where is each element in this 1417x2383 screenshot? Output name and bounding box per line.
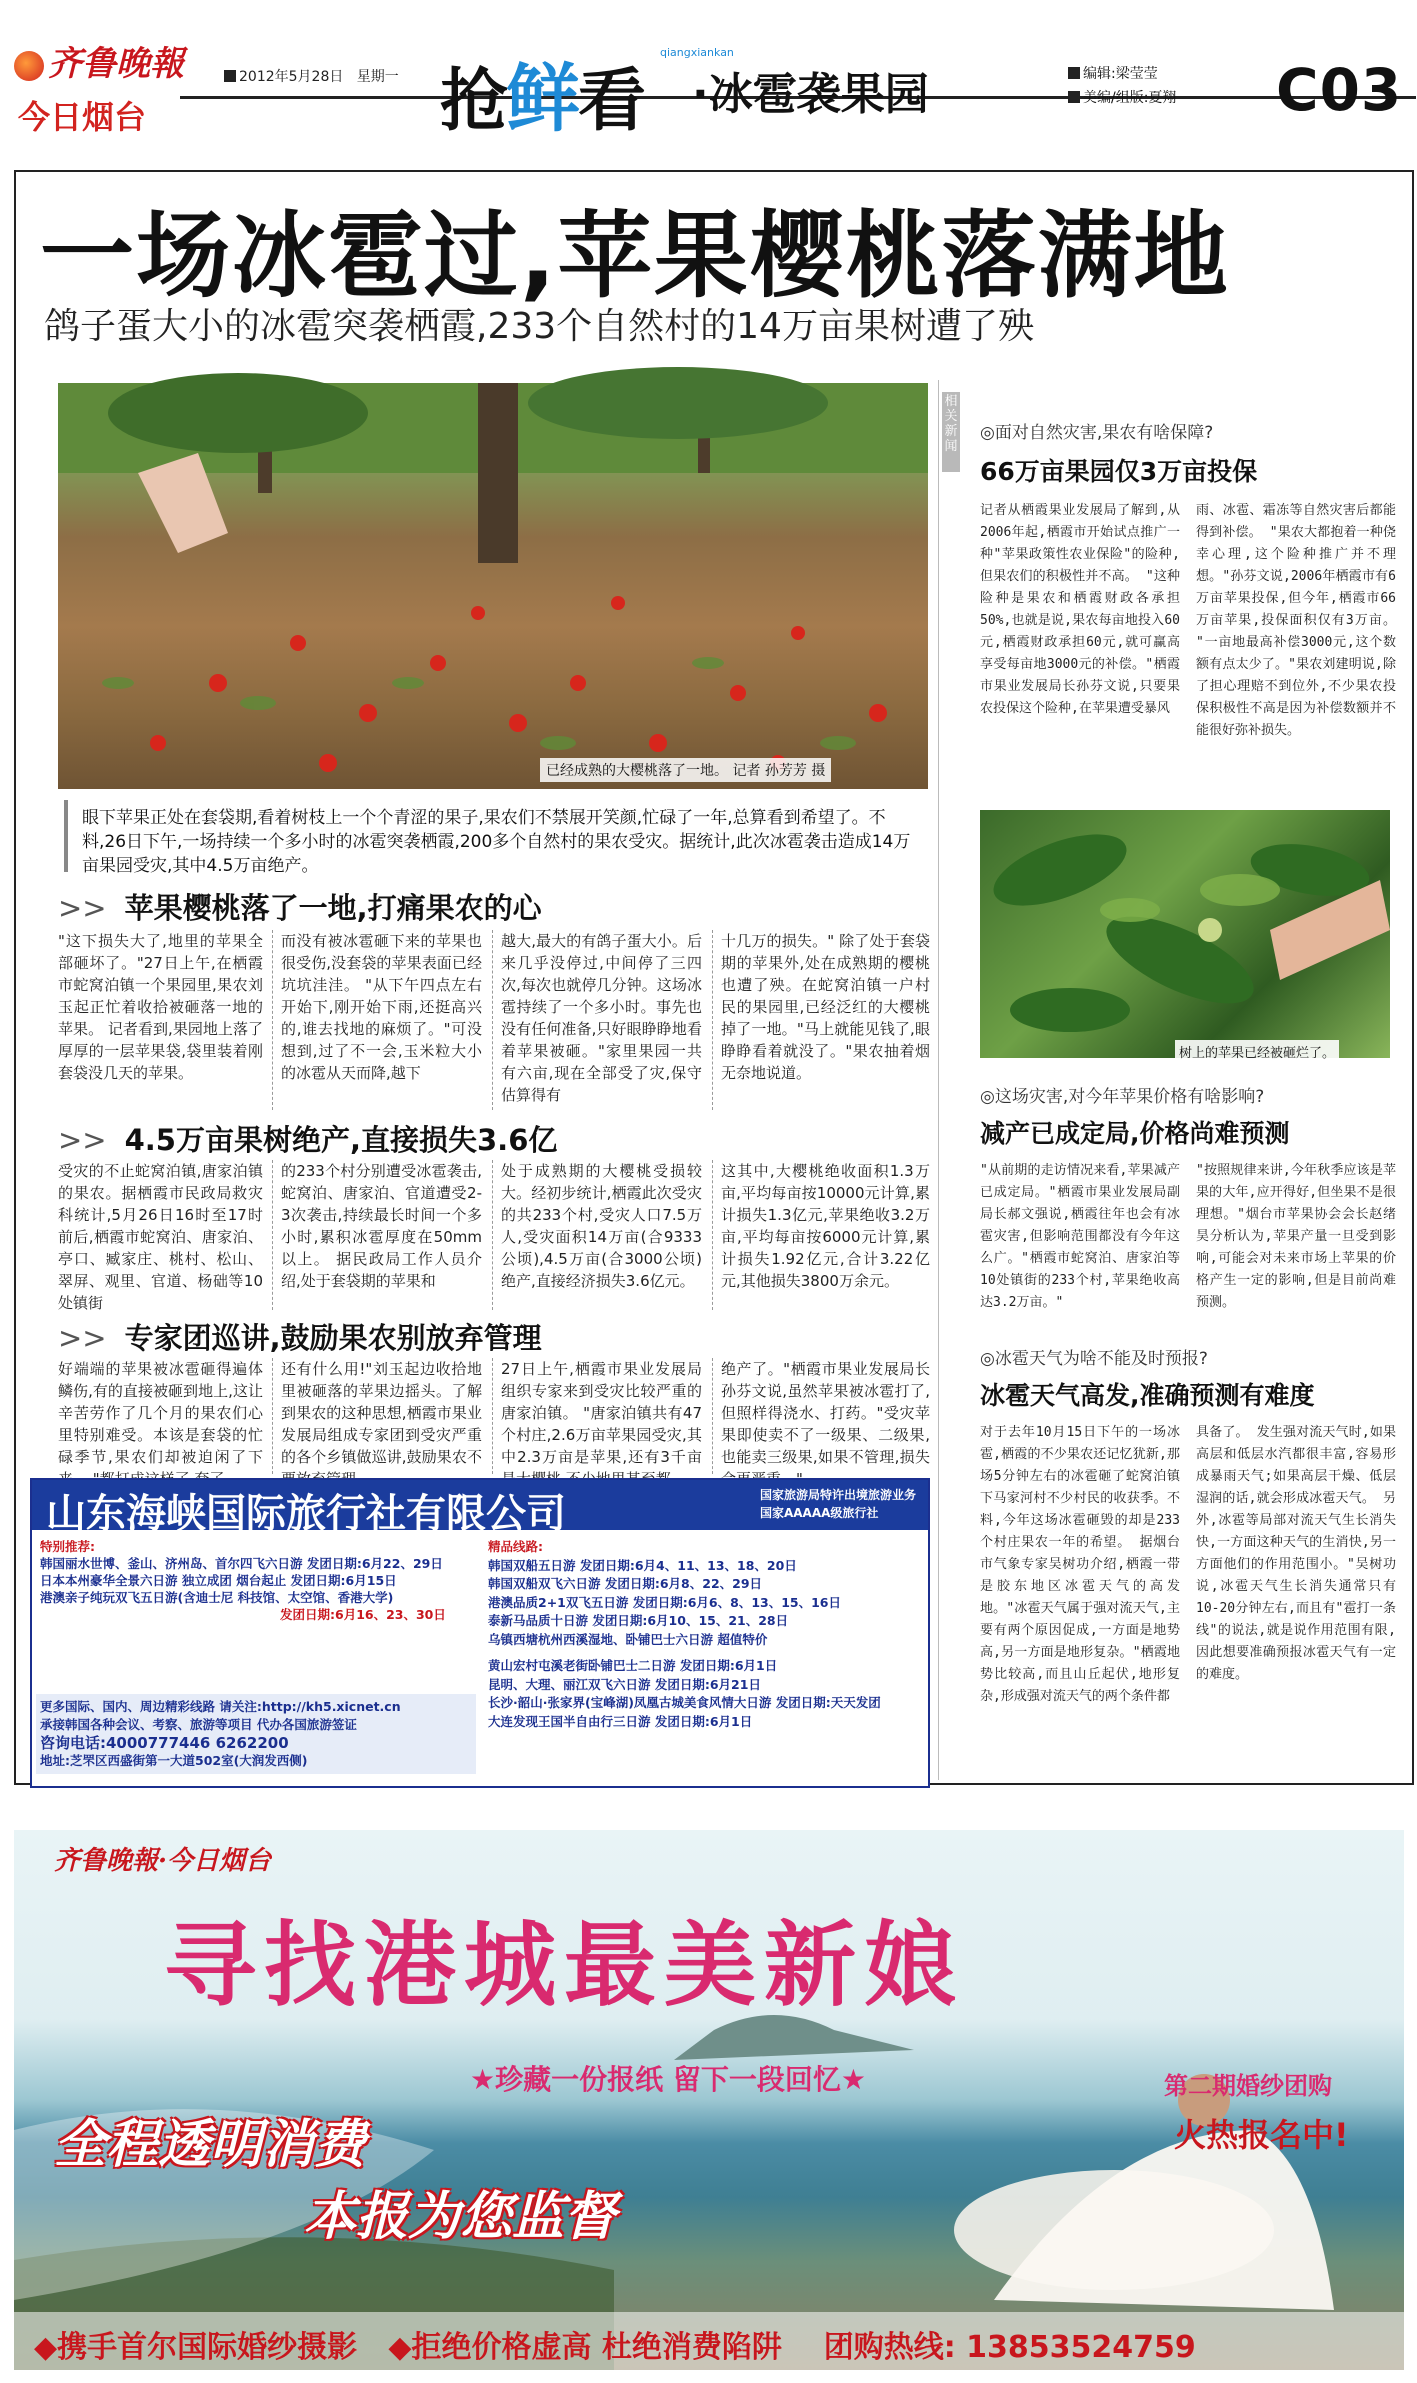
wedding-ad-line1: 全程透明消费	[54, 2115, 367, 2175]
page-code: C03	[1276, 56, 1403, 124]
wedding-ad-line2: 本报为您监督	[304, 2187, 617, 2247]
wedding-ad-footer: ◆携手首尔国际婚纱摄影 ◆拒绝价格虚高 杜绝消费陷阱 团购热线: 13853524759	[14, 2312, 1404, 2370]
column-title: ·冰雹袭果园	[692, 69, 929, 120]
article-column: 受灾的不止蛇窝泊镇,唐家泊镇的果农。据栖霞市民政局救灾科统计,5月26日16时至17时前后,栖霞市蛇窝泊、唐家泊、亭口、臧家庄、桃村、松山、翠屏、观里、官道、杨础等10处镇街	[58, 1162, 263, 1312]
travel-agency-ad	[30, 1478, 930, 1788]
article-column: 而没有被冰雹砸下来的苹果也很受伤,没套袋的苹果表面已经坑坑洼洼。 "从下午四点左右开始下,刚开始下雨,还挺高兴的,谁去找地的麻烦了。"可没想到,过了不一会,玉米粒大小的冰雹从天而降,越下	[272, 930, 482, 1110]
subhead: 鸽子蛋大小的冰雹突袭栖霞,233个自然村的14万亩果树遭了殃	[44, 306, 1034, 347]
wedding-ad-logo: 齐鲁晚報·今日烟台	[54, 1846, 272, 1876]
sidebar-question: ◎这场灾害,对今年苹果价格有啥影响?	[980, 1087, 1265, 1107]
article-column: 十几万的损失。" 除了处于套袋期的苹果外,处在成熟期的樱桃也遭了殃。在蛇窝泊镇一户村民的果园里,已经泛红的大樱桃掉了一地。"马上就能见钱了,眼睁睁看着就没了。"果农抽着烟无奈地说道。	[712, 930, 930, 1110]
square-bullet-icon	[224, 70, 236, 82]
section-heading: >> 苹果樱桃落了一地,打痛果农的心	[58, 891, 542, 925]
orchard-illustration	[58, 383, 928, 789]
article-column: "这下损失大了,地里的苹果全部砸坏了。"27日上午,在栖霞市蛇窝泊镇一个果园里,果农刘玉起正忙着收拾被砸落一地的苹果。 记者看到,果园地上落了厚厚的一层苹果袋,袋里装着刚套袋没几天的苹果。	[58, 932, 263, 1082]
article-column: 越大,最大的有鸽子蛋大小。后来几乎没停过,中间停了三四次,每次也就停几分钟。这场冰雹持续了一个多小时。事先也没有任何准备,只好眼睁睁地看着苹果被砸。"家里果园一共有六亩,现在全部受了灾,保守估算得有	[492, 930, 702, 1110]
article-column: 好端端的苹果被冰雹砸得遍体鳞伤,有的直接被砸到地上,这让辛苦劳作了几个月的果农们心里特别难受。本该是套袋的忙碌季节,果农们却被迫闲了下	[58, 1360, 263, 1466]
sun-logo-icon	[14, 51, 44, 81]
article-column: 这其中,大樱桃绝收面积1.3万亩,平均每亩按10000元计算,累计损失1.3亿元,苹果绝收3.2万亩,平均每亩按6000元计算,累计损失1.92亿元,合计3.22亿元,其他损失3800万余元。	[712, 1160, 930, 1310]
article-column: 还有什么用!"刘玉起边收拾地里被砸落的苹果边摇头。了解到果农的这种思想,栖霞市果业发展局组成专家团到受灾严重的各个乡镇做巡讲,鼓励果农不	[272, 1358, 482, 1474]
sidebar-column: 雨、冰雹、霜冻等自然灾害后都能得到补偿。 "果农大都抱着一种侥幸心理,这个险种推广并不理想。"孙芬文说,2006年栖霞市有6万亩苹果投保,但今年,栖霞市66万亩苹果,投保面积仅有3万亩。 "一亩地最高补偿3000元,这个数额有点太少了。"果农刘建明说,除了担心理赔不到位外,不少果农投保积极性不高是因为补偿数额并不能很好弥补损失。	[1196, 503, 1396, 738]
wedding-ad	[14, 1830, 1404, 2370]
section-heading: >> 专家团巡讲,鼓励果农别放弃管理	[58, 1321, 542, 1355]
wedding-ad-period: 第二期婚纱团购	[1164, 2072, 1332, 2100]
hotline-number: 13853524759	[966, 2330, 1196, 2365]
ad-quality-routes: 精品线路: 韩国双船五日游 发团日期:6月4、11、13、18、20日 韩国双船双飞六日游 发团日期:6月8、22、29日 港澳品质2+1双飞五日游 发团日期:6月6、8、13、15、16日 泰新马品质十日游 发团日期:6月10、15、21、28日 乌镇西塘杭州西溪湿地、卧铺巴士六日游 超值特价 黄山宏村屯溪老街卧铺巴士二日游 发团日期:6月1日 昆明、大理、丽江双飞六日游 发团日期:6月21日 长沙·韶山·张家界(宝峰湖)凤凰古城美食风情大日游 发团日期:天天发团 大连发现王国半自由行三日游 发团日期:6月1日	[488, 1539, 881, 1729]
column-brand-pinyin: qiangxiankan	[660, 46, 734, 59]
column-divider	[938, 380, 939, 1780]
section-heading: >> 4.5万亩果树绝产,直接损失3.6亿	[58, 1123, 558, 1157]
damaged-apple-photo	[980, 810, 1390, 1058]
column-brand: 抢鲜看	[440, 56, 645, 142]
article-column: 绝产了。"栖霞市果业发展局长孙芬文说,虽然苹果被冰雹打了,但照样得浇水、打药。"受灾苹果即使卖不了一级果、二级果,也能卖三级果,如果不管理,损失	[712, 1358, 930, 1474]
related-news-label: 相关新闻	[942, 392, 960, 472]
sidebar-answer: 减产已成定局,价格尚难预测	[980, 1119, 1290, 1148]
square-bullet-icon	[1068, 91, 1080, 103]
ad-contact-box: 更多国际、国内、周边精彩线路 请关注:http://kh5.xicnet.cn 承接韩国各种会议、考察、旅游等项目 代办各国旅游签证 咨询电话:4000777446 6262200 地址:芝罘区西盛街第一大道502室(大润发西侧)	[36, 1694, 476, 1774]
sidebar-column: 记者从栖霞果业发展局了解到,从2006年起,栖霞市开始试点推广一种"苹果政策性农业保险"的险种,但果农们的积极性并不高。 "这种险种是果农和栖霞财政各承担50%,也就是说,果农每亩地投入60元,栖霞财政承担60元,就可赢高享受每亩地3000元的补偿。"栖霞市果业发展局长孙芬文说,只要果农投保这个险种,在苹果遭受暴风	[980, 503, 1180, 716]
edition-label: 今日烟台	[18, 98, 147, 136]
issue-date: 2012年5月28日 星期一	[224, 66, 399, 86]
wedding-ad-title: 寻找港城最美新娘	[164, 1912, 965, 2019]
wedding-ad-slogan: ★珍藏一份报纸 留下一段回忆★	[470, 2063, 866, 2096]
sidebar-answer: 冰雹天气高发,准确预测有难度	[980, 1381, 1315, 1410]
headline: 一场冰雹过,苹果樱桃落满地	[40, 202, 1230, 311]
article-column: 27日上午,栖霞市果业发展局组织专家来到受灾比较严重的唐家泊镇。 "唐家泊镇共有47个村庄,2.6万亩苹果园受灾,其中2.3万亩是苹果,还有3千亩	[492, 1358, 702, 1474]
sidebar-answer: 66万亩果园仅3万亩投保	[980, 457, 1258, 486]
cherry-orchard-photo	[58, 383, 928, 789]
sidebar-question: ◎冰雹天气为啥不能及时预报?	[980, 1349, 1208, 1369]
ad-special-routes: 特别推荐: 韩国丽水世博、釜山、济州岛、首尔四飞六日游 发团日期:6月22、29日 日本本州豪华全景六日游 独立成团 烟台起止 发团日期:6月15日 港澳亲子纯玩双飞五日游(含迪士尼 科技馆、太空馆、香港大学) 发团日期:6月16、23、30日	[40, 1539, 446, 1622]
sidebar-column: "按照规律来讲,今年秋季应该是苹果的大年,应开得好,但坐果不是很理想。"烟台市苹果协会会长赵绪昊分析认为,苹果产量一旦受到影响,可能会对未来市场上苹果的价格产生一定的影响,但是目前尚难预测。	[1196, 1163, 1396, 1310]
sidebar-column: 对于去年10月15日下午的一场冰雹,栖霞的不少果农还记忆犹新,那场5分钟左右的冰雹砸了蛇窝泊镇下马家河村不少村民的收获季。不料,今年这场冰雹砸毁的却是233个村庄果农一年的希望。 据烟台市气象专家吴树功介绍,栖霞一带是胶东地区冰雹天气的高发地。"冰雹天气属于强对流天气,主要有两个原因促成,一方面是地势高,另一方面是地形复杂。"栖霞地势比较高,而且山丘起伏,地形复杂,形成强对流天气的两个条件都	[980, 1425, 1180, 1704]
paper-logo: 齐鲁晚報	[14, 36, 184, 84]
wedding-ad-signup: 火热报名中!	[1174, 2116, 1349, 2154]
ad-company-name: 山东海峡国际旅行社有限公司 国家旅游局特许出境旅游业务 国家AAAAA级旅行社	[32, 1480, 928, 1530]
photo-caption: 已经成熟的大樱桃落了一地。 记者 孙芳芳 摄	[540, 758, 831, 782]
article-column: 处于成熟期的大樱桃受损较大。经初步统计,栖霞此次受灾的共233个村,受灾人口7.5万人,受灾面积14万亩(合9333公顷),4.5万亩(合3000公顷)绝产,直接经济损失3.6亿元。	[492, 1160, 702, 1310]
sidebar-question: ◎面对自然灾害,果农有啥保障?	[980, 423, 1214, 443]
photo-caption: 树上的苹果已经被砸烂了。	[1175, 1040, 1339, 1063]
sidebar-column: 具备了。 发生强对流天气时,如果高层和低层水汽都很丰富,容易形成暴雨天气;如果高层干燥、低层湿润的话,就会形成冰雹天气。 另外,冰雹等局部对流天气生长消失快,一方面这种天气的生消快,另一方面他们的作用范围小。"吴树功说,冰雹天气生长消失通常只有10-20分钟左右,而且有"雹打一条线"的说法,就是说作用范围有限,因此想要准确预报冰雹天气有一定的难度。	[1196, 1425, 1396, 1682]
article-intro: 眼下苹果正处在套袋期,看着树枝上一个个青涩的果子,果农们不禁展开笑颜,忙碌了一年,总算看到希望了。不料,26日下午,一场持续一个多小时的冰雹突袭栖霞,200多个自然村的果农受灾。据统计,此次冰雹袭击造成14万亩果园受灾,其中4.5万亩绝产。	[64, 800, 934, 872]
apple-leaves-illustration	[980, 810, 1390, 1058]
square-bullet-icon	[1068, 67, 1080, 79]
sidebar-column: "从前期的走访情况来看,苹果减产已成定局。"栖霞市果业发展局副局长郝文强说,栖霞往年也会有冰雹灾害,但影响范围都没有今年这么广。"栖霞市蛇窝泊、唐家泊等10处镇街的233个村,苹果绝收高达3.2万亩。"	[980, 1163, 1180, 1310]
article-column: 的233个村分别遭受冰雹袭击,蛇窝泊、唐家泊、官道遭受2-3次袭击,持续最长时间一个多小时,累积冰雹厚度在50mm以上。 据民政局工作人员介绍,处于套袋期的苹果和	[272, 1160, 482, 1310]
editor-credits: 编辑:梁莹莹 美编/组版:夏翔	[1068, 62, 1176, 110]
